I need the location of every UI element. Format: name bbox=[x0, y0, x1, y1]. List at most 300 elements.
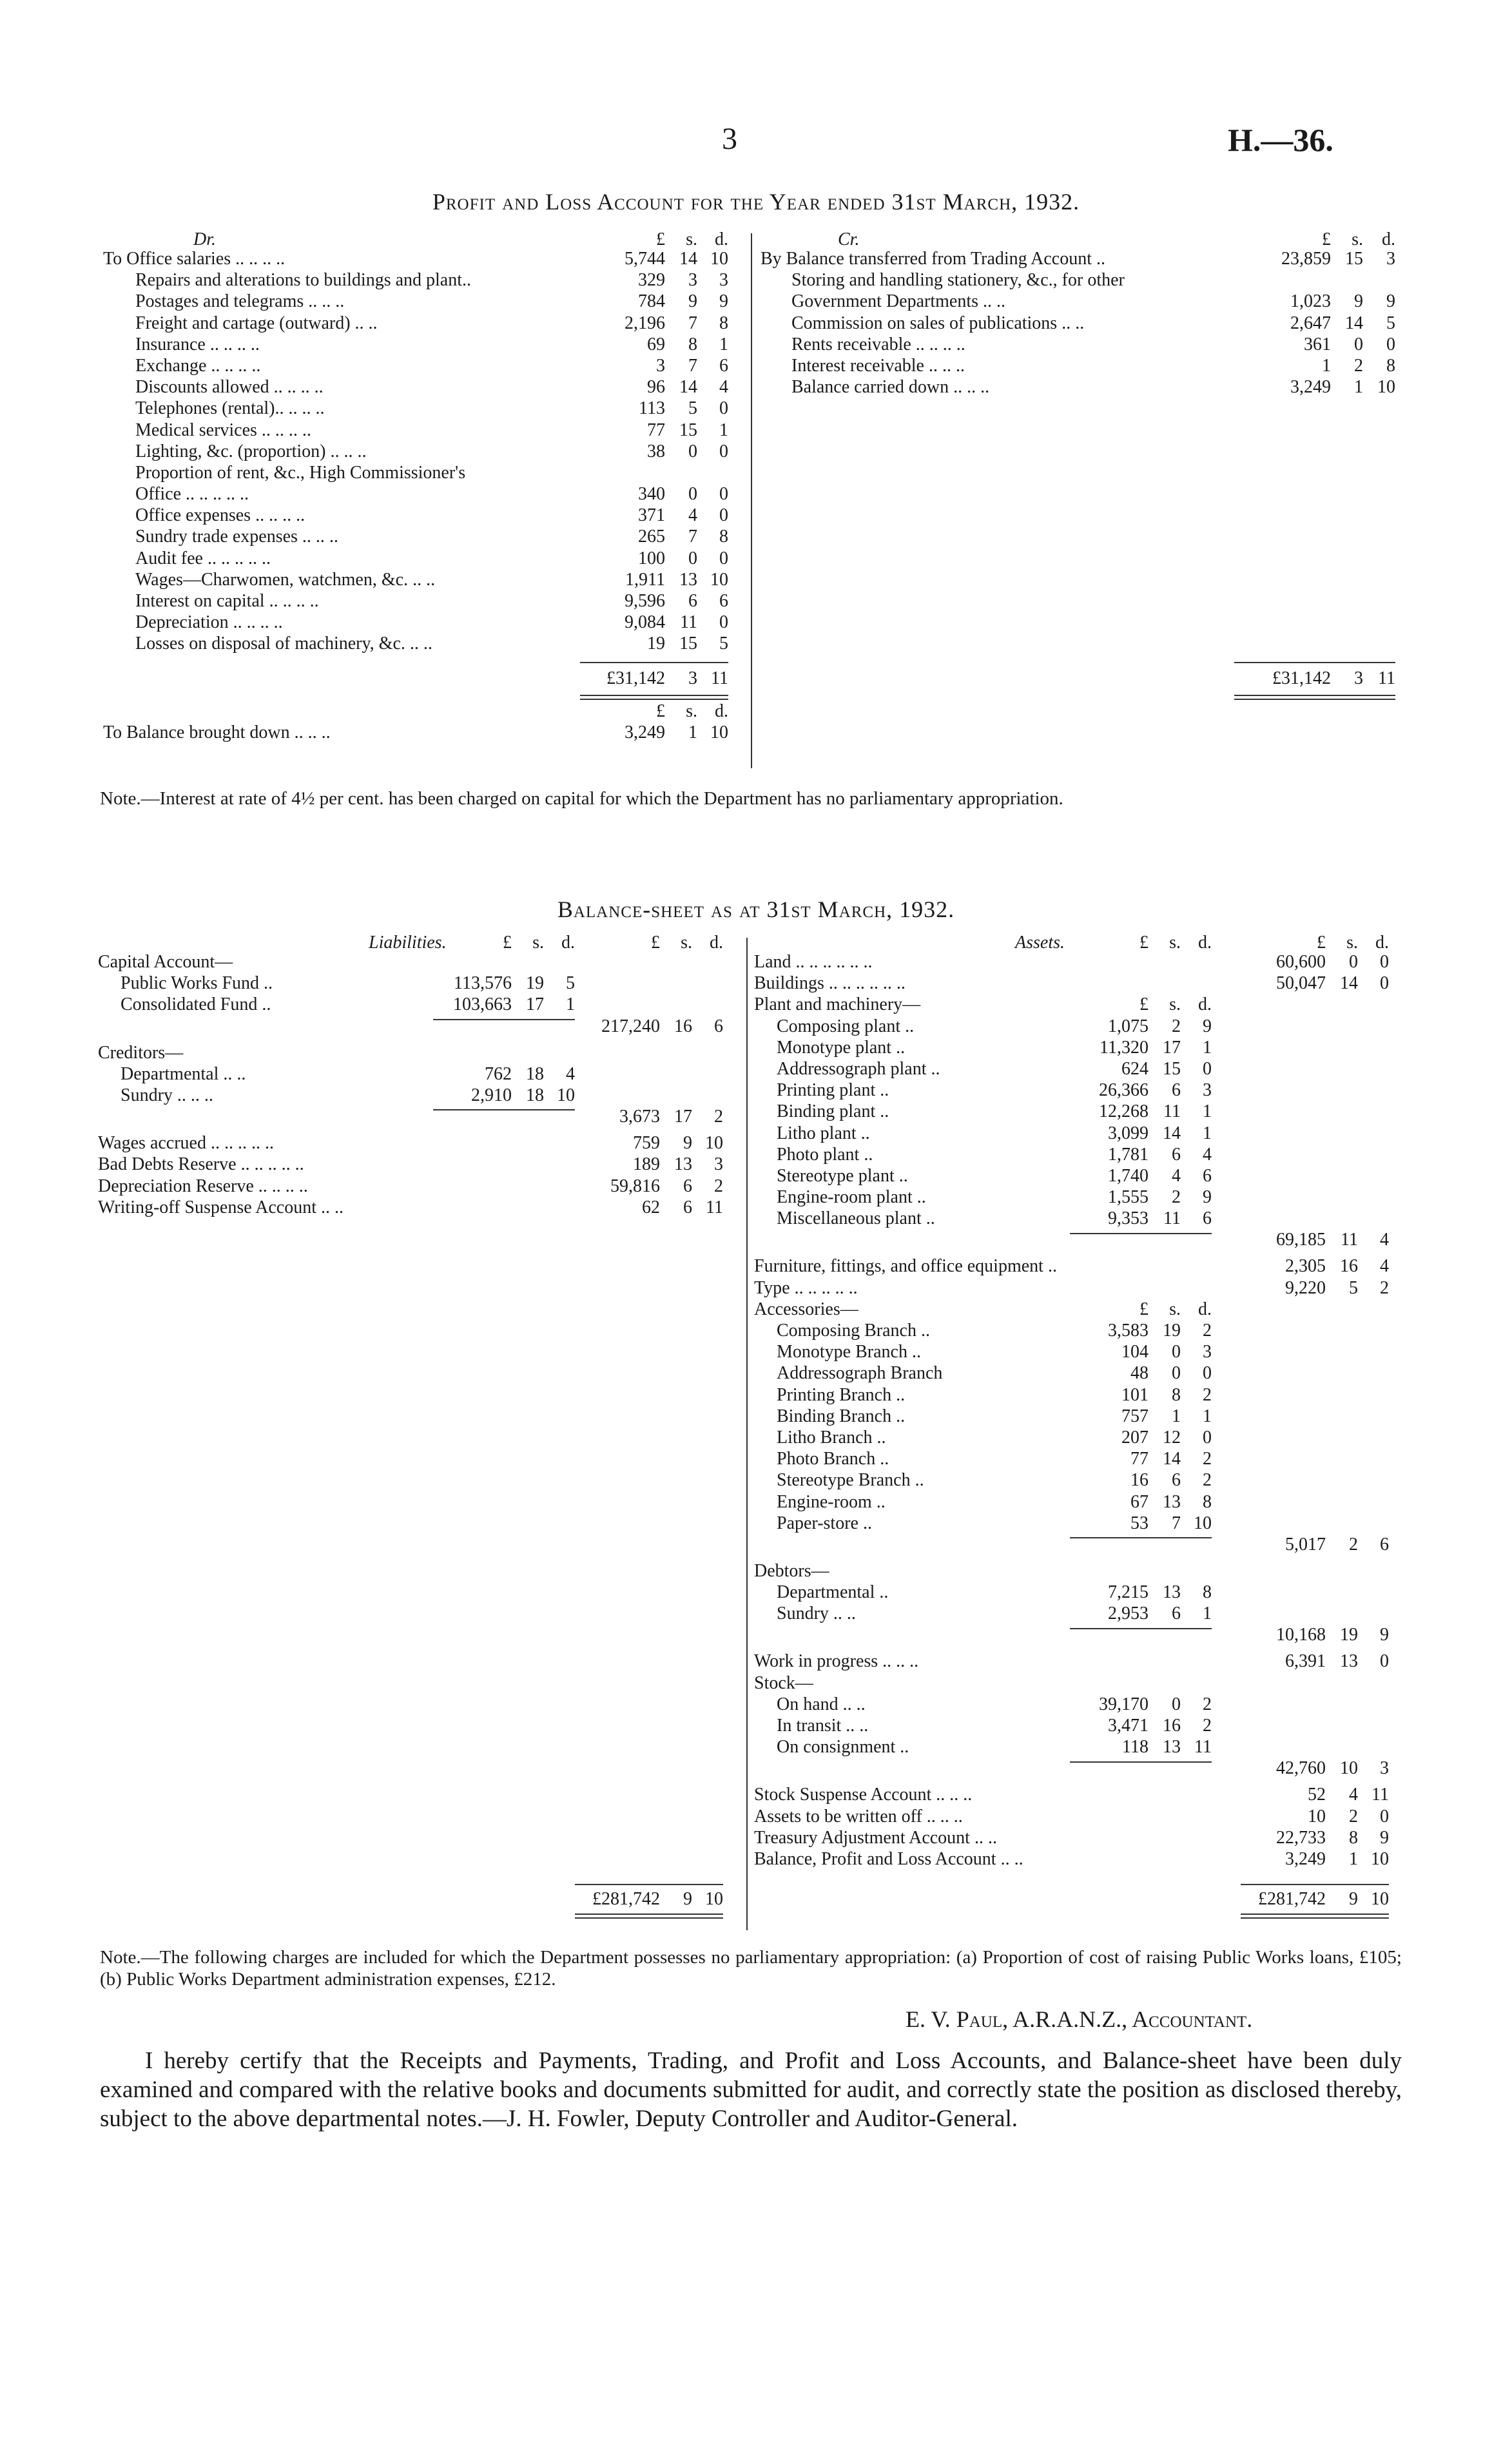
amount-shillings: 16 bbox=[1163, 1716, 1181, 1736]
asset_rows-label: Monotype plant .. bbox=[777, 1037, 906, 1058]
pl-dr-label: Medical services .. .. .. .. bbox=[135, 420, 311, 440]
amount-pence: 10 bbox=[1371, 1848, 1389, 1869]
amount-pounds: 23,859 bbox=[1281, 249, 1331, 269]
asset_rows-label: Addressograph plant .. bbox=[777, 1058, 940, 1079]
amount-pounds: 48 bbox=[1130, 1363, 1149, 1384]
amount-pounds: 103,663 bbox=[453, 994, 512, 1015]
bs-asset-double-rule-2 bbox=[1241, 1917, 1389, 1919]
amount-pence: 6 bbox=[714, 1016, 723, 1036]
asset_rows-label: Printing Branch .. bbox=[777, 1384, 906, 1405]
cur-shilling: s. bbox=[681, 933, 692, 953]
asset_rows-label: Debtors— bbox=[754, 1560, 829, 1581]
pl-dr-double-rule-2 bbox=[580, 699, 728, 700]
amount-shillings: 18 bbox=[526, 1063, 544, 1084]
pl-cr-row bbox=[761, 334, 1405, 356]
amount-shillings: 0 bbox=[688, 548, 697, 568]
amount-shillings: 0 bbox=[1172, 1342, 1181, 1362]
amount-pounds: £ bbox=[1139, 994, 1149, 1015]
amount-pounds: 69,185 bbox=[1276, 1230, 1326, 1250]
amount-pence: d. bbox=[1198, 1299, 1212, 1319]
amount-shillings: 19 bbox=[1163, 1321, 1181, 1341]
amount-pence: 1 bbox=[566, 994, 575, 1015]
amount-pounds: 50,047 bbox=[1276, 973, 1326, 994]
liab_rows-label: Consolidated Fund .. bbox=[121, 994, 271, 1015]
asset_rows-row bbox=[754, 994, 1405, 1016]
pl-dr-label: Office .. .. .. .. .. bbox=[135, 484, 249, 505]
bs-liab-total-rule bbox=[575, 1884, 723, 1885]
amount-pounds: £31,142 bbox=[1272, 668, 1331, 688]
liab_rows-row bbox=[98, 1176, 742, 1197]
amount-pence: 3 bbox=[1380, 1758, 1389, 1779]
amount-shillings: 1 bbox=[1354, 377, 1363, 398]
pl-cr-label: Balance carried down .. .. .. bbox=[791, 377, 990, 398]
asset_rows-label: Balance, Profit and Loss Account .. .. bbox=[754, 1848, 1023, 1869]
amount-pounds: 100 bbox=[638, 548, 665, 568]
amount-shillings: 6 bbox=[1172, 1080, 1181, 1101]
pl-dr-label: Dr. bbox=[193, 229, 217, 249]
pl-dr-label: Lighting, &c. (proportion) .. .. .. bbox=[135, 441, 367, 461]
asset_rows-label: Photo Branch .. bbox=[777, 1449, 889, 1469]
asset_rows-row bbox=[754, 1016, 1405, 1038]
amount-pounds: 189 bbox=[633, 1154, 660, 1175]
pl-note: Note.—Interest at rate of 4½ per cent. has been charged on capital for which the Department has no parliamentary appropriation. bbox=[100, 788, 1063, 809]
pl-divider bbox=[751, 233, 752, 768]
asset_rows-row bbox=[754, 1428, 1405, 1449]
amount-shillings: 14 bbox=[1163, 1449, 1181, 1469]
pl-dr-row bbox=[103, 291, 748, 313]
asset_rows-row bbox=[754, 1038, 1405, 1059]
amount-pounds: 6,391 bbox=[1285, 1651, 1326, 1672]
asset_rows-label: Buildings .. .. .. .. .. .. bbox=[754, 973, 906, 994]
cur-pence: d. bbox=[561, 933, 575, 953]
asset_rows-row bbox=[754, 1651, 1405, 1672]
liab_rows-row bbox=[98, 1064, 742, 1085]
amount-shillings: 19 bbox=[526, 973, 544, 994]
amount-pounds: 2,305 bbox=[1285, 1256, 1326, 1277]
amount-shillings: 6 bbox=[1172, 1144, 1181, 1165]
asset_rows-row bbox=[754, 1625, 1405, 1651]
amount-pounds: 1,781 bbox=[1108, 1144, 1149, 1165]
asset_rows-row bbox=[754, 1342, 1405, 1363]
amount-shillings: 6 bbox=[683, 1197, 692, 1217]
bs-asset-total-rule bbox=[1241, 1884, 1389, 1885]
amount-pence: 1 bbox=[1203, 1123, 1212, 1143]
asset_rows-label: Composing plant .. bbox=[777, 1016, 915, 1036]
pl-cr-label: Interest receivable .. .. .. bbox=[791, 355, 965, 376]
amount-shillings: 7 bbox=[688, 355, 697, 376]
amount-shillings: 3 bbox=[1354, 668, 1363, 688]
bs-asset-total-row bbox=[754, 1889, 1405, 1910]
pl-dr-row bbox=[103, 463, 748, 484]
amount-pounds: 9,220 bbox=[1285, 1277, 1326, 1298]
pl-cr-row bbox=[761, 270, 1405, 291]
asset_rows-row bbox=[754, 1385, 1405, 1406]
amount-pence: 1 bbox=[1203, 1101, 1212, 1122]
asset_rows-row bbox=[754, 1406, 1405, 1428]
amount-shillings: 4 bbox=[1172, 1165, 1181, 1186]
asset_rows-label: Litho Branch .. bbox=[777, 1427, 886, 1448]
cur-pound: £ bbox=[1139, 933, 1149, 953]
amount-pence: 4 bbox=[566, 1063, 575, 1084]
liab_rows-row bbox=[98, 1107, 742, 1133]
amount-pence: 10 bbox=[710, 569, 728, 590]
asset_rows-label: Engine-room .. bbox=[777, 1491, 886, 1512]
pl-dr-row bbox=[103, 356, 748, 377]
amount-shillings: 0 bbox=[1172, 1363, 1181, 1384]
amount-shillings: 15 bbox=[679, 420, 697, 440]
pl-cr-label: Commission on sales of publications .. .. bbox=[791, 313, 1085, 333]
amount-pounds: 757 bbox=[1121, 1406, 1149, 1426]
bs-assets-side bbox=[754, 933, 1405, 1909]
pl-dr-row bbox=[103, 634, 748, 655]
amount-pounds: 52 bbox=[1308, 1785, 1326, 1805]
amount-pounds: 104 bbox=[1121, 1342, 1149, 1362]
pl-dr-label: Wages—Charwomen, watchmen, &c. .. .. bbox=[135, 569, 436, 590]
amount-pounds: 3,249 bbox=[625, 722, 665, 742]
pl-dr-row bbox=[103, 505, 748, 527]
liab_rows-row bbox=[98, 1154, 742, 1176]
asset_rows-row bbox=[754, 1101, 1405, 1123]
asset_rows-row bbox=[754, 1166, 1405, 1187]
pl-dr-label: Repairs and alterations to buildings and plant.. bbox=[135, 270, 472, 291]
amount-shillings: 0 bbox=[1349, 952, 1358, 972]
amount-pounds: £31,142 bbox=[606, 668, 665, 688]
amount-shillings: 9 bbox=[1349, 1888, 1358, 1909]
amount-shillings: 2 bbox=[1172, 1187, 1181, 1208]
liab_rows-label: Writing-off Suspense Account .. .. bbox=[98, 1197, 344, 1217]
amount-pounds: 5,017 bbox=[1285, 1534, 1326, 1555]
pl-dr-label: Exchange .. .. .. .. bbox=[135, 355, 261, 376]
amount-pence: 9 bbox=[1386, 291, 1395, 312]
pl-dr-double-rule-1 bbox=[580, 695, 728, 696]
amount-shillings: 15 bbox=[1163, 1058, 1181, 1079]
asset_rows-row bbox=[754, 1278, 1405, 1299]
cur-pence: d. bbox=[710, 933, 723, 953]
asset_rows-row bbox=[754, 1673, 1405, 1694]
pl-dr-row bbox=[103, 249, 748, 270]
amount-shillings: 9 bbox=[688, 291, 697, 312]
asset_rows-label: Miscellaneous plant .. bbox=[777, 1208, 935, 1229]
pl-dr-row bbox=[103, 570, 748, 591]
amount-shillings: 13 bbox=[679, 569, 697, 590]
amount-pounds: 9,084 bbox=[625, 612, 665, 633]
amount-pounds: 9,596 bbox=[625, 591, 665, 611]
document-reference: H.—36. bbox=[1228, 122, 1333, 158]
amount-shillings: 12 bbox=[1163, 1427, 1181, 1448]
pl-credit-side bbox=[761, 229, 1405, 690]
amount-shillings: 11 bbox=[1341, 1230, 1358, 1250]
amount-shillings: 2 bbox=[1354, 355, 1363, 376]
asset_rows-header-row bbox=[754, 933, 1405, 952]
liab_rows-row bbox=[98, 1133, 742, 1154]
asset_rows-row bbox=[754, 1561, 1405, 1582]
amount-pounds: 16 bbox=[1130, 1470, 1149, 1491]
amount-shillings: 0 bbox=[1172, 1694, 1181, 1714]
amount-shillings: 2 bbox=[1172, 1016, 1181, 1036]
amount-pence: 5 bbox=[566, 973, 575, 994]
amount-shillings: 17 bbox=[526, 994, 544, 1015]
amount-pounds: 7,215 bbox=[1108, 1582, 1149, 1603]
asset_rows-label: Binding Branch .. bbox=[777, 1406, 906, 1426]
spacer bbox=[761, 398, 1405, 668]
amount-pence: 0 bbox=[719, 548, 728, 568]
amount-pence: d. bbox=[1198, 994, 1212, 1015]
amount-pounds: 42,760 bbox=[1276, 1758, 1326, 1779]
asset_rows-label: Furniture, fittings, and office equipment .. bbox=[754, 1256, 1057, 1277]
pl-dr-label: Proportion of rent, &c., High Commissioner's bbox=[135, 462, 466, 483]
liab_rows-row bbox=[98, 1016, 742, 1043]
asset_rows-row bbox=[754, 1080, 1405, 1101]
asset_rows-label: Stereotype Branch .. bbox=[777, 1470, 924, 1491]
amount-pounds: 2,910 bbox=[471, 1085, 512, 1105]
asset_rows-label: Addressograph Branch bbox=[777, 1363, 943, 1384]
amount-shillings: 17 bbox=[1163, 1037, 1181, 1058]
amount-pounds: 67 bbox=[1130, 1491, 1149, 1512]
amount-pence: 2 bbox=[1203, 1470, 1212, 1491]
amount-pounds: 3,583 bbox=[1108, 1321, 1149, 1341]
amount-pounds: 10 bbox=[1308, 1806, 1326, 1827]
amount-pence: 3 bbox=[1203, 1342, 1212, 1362]
amount-pence: 5 bbox=[1386, 313, 1395, 333]
amount-pence: 0 bbox=[1386, 334, 1395, 354]
amount-shillings: 14 bbox=[1345, 313, 1363, 333]
cur-pound: £ bbox=[503, 933, 512, 953]
amount-pence: 11 bbox=[711, 668, 728, 688]
pl-dr-row bbox=[103, 591, 748, 612]
amount-pence: 10 bbox=[1194, 1513, 1212, 1533]
pl-dr-row bbox=[103, 377, 748, 398]
asset_rows-label: Type .. .. .. .. .. bbox=[754, 1277, 858, 1298]
amount-pence: 10 bbox=[557, 1085, 575, 1105]
amount-pounds: 39,170 bbox=[1099, 1694, 1149, 1714]
asset_rows-label: Work in progress .. .. .. bbox=[754, 1651, 919, 1672]
amount-pounds: 2,196 bbox=[625, 313, 665, 333]
amount-pence: 8 bbox=[719, 313, 728, 333]
liab_rows-row bbox=[98, 1085, 742, 1107]
cur-pound: £ bbox=[656, 229, 665, 249]
pl-cr-row bbox=[761, 313, 1405, 334]
asset_rows-label: Stereotype plant .. bbox=[777, 1165, 908, 1186]
liab_rows-label: Departmental .. .. bbox=[121, 1063, 246, 1084]
amount-shillings: 3 bbox=[688, 270, 697, 291]
amount-pence: 6 bbox=[1203, 1208, 1212, 1229]
amount-shillings: 15 bbox=[1345, 249, 1363, 269]
amount-pence: 0 bbox=[1380, 1651, 1389, 1672]
amount-shillings: 13 bbox=[1163, 1582, 1181, 1603]
amount-pence: 1 bbox=[719, 334, 728, 354]
asset_rows-label: Photo plant .. bbox=[777, 1144, 873, 1165]
asset_rows-row bbox=[754, 1145, 1405, 1166]
amount-shillings: 5 bbox=[688, 398, 697, 419]
amount-pence: 3 bbox=[719, 270, 728, 291]
pl-dr-row bbox=[103, 548, 748, 570]
amount-pounds: 69 bbox=[647, 334, 665, 354]
amount-pence: 0 bbox=[1380, 1806, 1389, 1827]
pl-cr-row bbox=[761, 291, 1405, 313]
pl-dr-row bbox=[103, 398, 748, 420]
amount-pounds: 11,320 bbox=[1100, 1037, 1149, 1058]
amount-shillings: 16 bbox=[1340, 1256, 1358, 1277]
amount-shillings: 9 bbox=[1354, 291, 1363, 312]
amount-shillings: 14 bbox=[679, 249, 697, 269]
amount-pence: 4 bbox=[1203, 1144, 1212, 1165]
amount-pence: 6 bbox=[1380, 1534, 1389, 1555]
amount-pence: 11 bbox=[1378, 668, 1395, 688]
amount-pence: 8 bbox=[1203, 1582, 1212, 1603]
amount-pounds: 3 bbox=[656, 355, 665, 376]
pl-cr-label: Storing and handling stationery, &c., for other bbox=[791, 270, 1125, 291]
amount-pounds: 113 bbox=[639, 398, 665, 419]
amount-pence: 6 bbox=[719, 591, 728, 611]
asset_rows-row bbox=[754, 1470, 1405, 1491]
cur-pence: d. bbox=[1375, 933, 1389, 953]
asset_rows-row bbox=[754, 1187, 1405, 1208]
asset_rows-label: In transit .. .. bbox=[777, 1716, 869, 1736]
asset_rows-label: Stock Suspense Account .. .. .. bbox=[754, 1785, 973, 1805]
amount-pence: 2 bbox=[1203, 1449, 1212, 1469]
page-number: 3 bbox=[722, 122, 737, 156]
asset_rows-row bbox=[754, 1785, 1405, 1806]
pl-dr-row bbox=[103, 612, 748, 634]
amount-pence: 11 bbox=[1194, 1737, 1212, 1758]
liab_rows-label: Depreciation Reserve .. .. .. .. bbox=[98, 1176, 308, 1196]
amount-shillings: 2 bbox=[1349, 1806, 1358, 1827]
asset_rows-label: On consignment .. bbox=[777, 1737, 909, 1758]
amount-shillings: 18 bbox=[526, 1085, 544, 1105]
asset_rows-row bbox=[754, 1807, 1405, 1828]
amount-pounds: 1,075 bbox=[1108, 1016, 1149, 1036]
amount-pence: 0 bbox=[1203, 1058, 1212, 1079]
asset_rows-label: Treasury Adjustment Account .. .. bbox=[754, 1827, 997, 1848]
amount-shillings: 8 bbox=[688, 334, 697, 354]
amount-shillings: 0 bbox=[688, 441, 697, 461]
amount-shillings: 0 bbox=[688, 484, 697, 505]
pl-dr-total-rule bbox=[580, 662, 728, 663]
amount-pounds: £281,742 bbox=[592, 1888, 660, 1909]
pl-brought-down-row bbox=[103, 722, 748, 744]
asset_rows-label: Plant and machinery— bbox=[754, 994, 921, 1015]
amount-pounds: 207 bbox=[1121, 1427, 1149, 1448]
amount-pence: 9 bbox=[1203, 1187, 1212, 1208]
liab_rows-label: Sundry .. .. .. bbox=[121, 1085, 213, 1105]
liab_rows-row bbox=[98, 994, 742, 1016]
amount-pence: 10 bbox=[1371, 1888, 1389, 1909]
amount-shillings: 7 bbox=[688, 313, 697, 333]
amount-pounds: 113,576 bbox=[454, 973, 512, 994]
bs-note: Note.—The following charges are included for which the Department possesses no parliamentary appropriation: (a) Proportion of cost of raising Public Works loans, £105; (b) Public Works Department administration expenses, £212. bbox=[100, 1947, 1402, 1990]
amount-pence: 2 bbox=[1380, 1277, 1389, 1298]
asset_rows-row bbox=[754, 1582, 1405, 1604]
bs-title: Balance-sheet as at 31st March, 1932. bbox=[557, 896, 955, 922]
amount-shillings: 0 bbox=[1354, 334, 1363, 354]
amount-pence: 10 bbox=[705, 1133, 723, 1154]
amount-shillings: 1 bbox=[1172, 1406, 1181, 1426]
amount-pence: 0 bbox=[719, 484, 728, 505]
amount-pounds: 19 bbox=[647, 634, 665, 654]
pl-cr-header-row bbox=[761, 229, 1405, 249]
liab_rows-row bbox=[98, 973, 742, 994]
pl-cr-row bbox=[761, 356, 1405, 377]
amount-pounds: 53 bbox=[1130, 1513, 1149, 1533]
amount-shillings: 6 bbox=[688, 591, 697, 611]
amount-pounds: 1,740 bbox=[1108, 1165, 1149, 1186]
asset_rows-row bbox=[754, 973, 1405, 994]
asset_rows-row bbox=[754, 1321, 1405, 1342]
amount-pounds: 3,249 bbox=[1285, 1848, 1326, 1869]
pl-cr-total-row bbox=[761, 668, 1405, 690]
amount-shillings: s. bbox=[1169, 994, 1181, 1015]
liab_rows-label: Wages accrued .. .. .. .. .. bbox=[98, 1133, 274, 1154]
audit-certificate: I hereby certify that the Receipts and Payments, Trading, and Profit and Loss Accounts, and Balance-sheet have been duly examined and compared with the relative books and documents submitted for audit, and correctly state the position as disclosed thereby, subject to the above departmental notes.—J. H. Fowler, Deputy Controller and Auditor-General. bbox=[100, 2048, 1402, 2132]
cur-pence: d. bbox=[1198, 933, 1212, 953]
pl-dr-row bbox=[103, 313, 748, 334]
asset_rows-label: Binding plant .. bbox=[777, 1101, 889, 1122]
amount-pence: 2 bbox=[1203, 1384, 1212, 1405]
pl-dr-row bbox=[103, 527, 748, 548]
amount-pounds: 2,647 bbox=[1290, 313, 1331, 333]
bs-liab-total-row bbox=[98, 1889, 742, 1910]
amount-pounds: 329 bbox=[638, 270, 665, 291]
asset_rows-label: Monotype Branch .. bbox=[777, 1342, 921, 1362]
amount-shillings: 11 bbox=[1163, 1208, 1181, 1229]
amount-pounds: £ bbox=[1139, 1299, 1149, 1319]
pl-dr-row bbox=[103, 420, 748, 441]
amount-pounds: 624 bbox=[1121, 1058, 1149, 1079]
pl-title: Profit and Loss Account for the Year ended 31st March, 1932. bbox=[432, 189, 1080, 215]
pl-cr-label: Cr. bbox=[838, 229, 860, 249]
amount-pence: 2 bbox=[1203, 1321, 1212, 1341]
pl-cr-row bbox=[761, 249, 1405, 270]
amount-pence: 3 bbox=[1386, 249, 1395, 269]
amount-pence: 8 bbox=[1386, 355, 1395, 376]
amount-pounds: 762 bbox=[485, 1063, 512, 1084]
bs-liabilities-side bbox=[98, 933, 742, 1909]
pl-dr-label: Interest on capital .. .. .. .. bbox=[135, 591, 319, 611]
amount-shillings: 3 bbox=[688, 668, 697, 688]
asset_rows-row bbox=[754, 1299, 1405, 1321]
amount-pence: 0 bbox=[719, 505, 728, 526]
pl-brought-down-label: To Balance brought down .. .. .. bbox=[103, 722, 331, 742]
asset_rows-row bbox=[754, 1828, 1405, 1849]
liab_rows-row bbox=[98, 1197, 742, 1219]
amount-pounds: 118 bbox=[1122, 1737, 1149, 1758]
amount-pounds: 1,555 bbox=[1108, 1187, 1149, 1208]
liab_rows-header-row bbox=[98, 933, 742, 952]
amount-pounds: 2,953 bbox=[1108, 1604, 1149, 1624]
amount-pounds: 361 bbox=[1304, 334, 1331, 354]
pl-dr-label: Freight and cartage (outward) .. .. bbox=[135, 313, 378, 333]
amount-shillings: 14 bbox=[1340, 973, 1358, 994]
asset_rows-row bbox=[754, 1256, 1405, 1277]
amount-pence: 0 bbox=[719, 441, 728, 461]
amount-pounds: 96 bbox=[647, 377, 665, 398]
asset_rows-row bbox=[754, 1716, 1405, 1737]
amount-pounds: 5,744 bbox=[625, 249, 665, 269]
pl-cr-label: By Balance transferred from Trading Account .. bbox=[761, 249, 1105, 269]
amount-shillings: 6 bbox=[1172, 1470, 1181, 1491]
pl-dr-label: Depreciation .. .. .. .. bbox=[135, 612, 283, 633]
cur-shilling: s. bbox=[1346, 933, 1358, 953]
asset_rows-row bbox=[754, 1849, 1405, 1870]
amount-shillings: 10 bbox=[1340, 1758, 1358, 1779]
pl-dr-label: Audit fee .. .. .. .. .. bbox=[135, 548, 271, 568]
pl-dr-label: Telephones (rental).. .. .. .. bbox=[135, 398, 325, 419]
cur-shilling: s. bbox=[532, 933, 544, 953]
amount-pounds: £281,742 bbox=[1258, 1888, 1326, 1909]
asset_rows-label: Accessories— bbox=[754, 1299, 858, 1319]
amount-pence: 1 bbox=[1203, 1037, 1212, 1058]
amount-pounds: 265 bbox=[638, 527, 665, 547]
